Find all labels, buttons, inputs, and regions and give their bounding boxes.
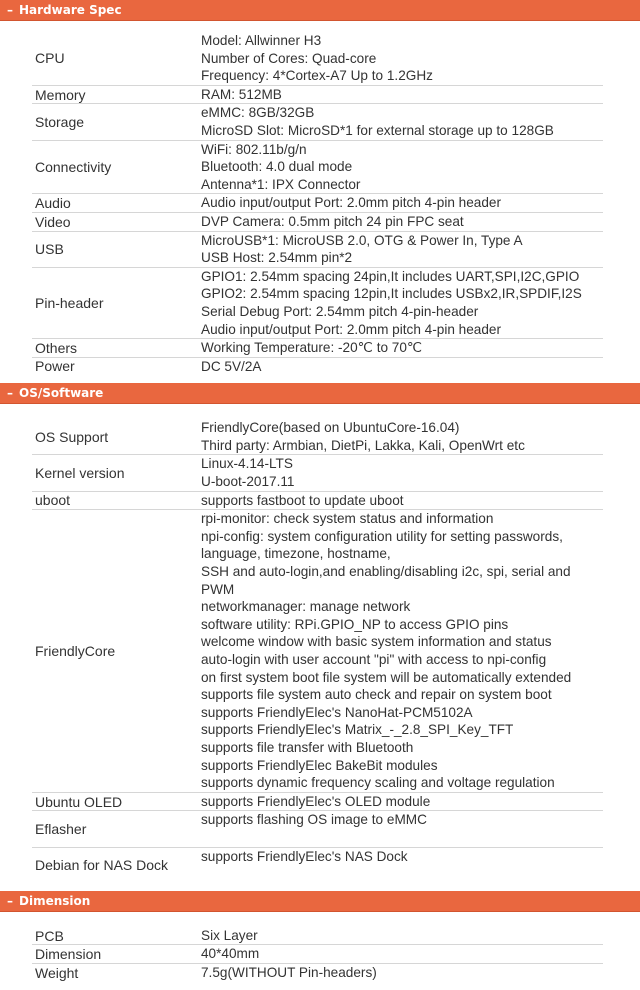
spec-label: Others: [35, 339, 78, 356]
spec-value-line: Six Layer: [201, 927, 258, 943]
spec-value-line: PWM: [201, 581, 235, 597]
spec-label: CPU: [35, 50, 65, 67]
spec-value: [201, 194, 603, 212]
spec-value: [201, 492, 603, 510]
spec-value-line: supports FriendlyElec's Matrix_-_2.8_SPI_Key_TFT: [201, 722, 514, 738]
spec-row-os-support: [32, 419, 603, 455]
spec-value-line: DVP Camera: 0.5mm pitch 24 pin FPC seat: [201, 213, 464, 229]
spec-value: [201, 964, 603, 982]
spec-value-line: WiFi: 802.11b/g/n: [201, 141, 307, 157]
spec-value-line: [201, 829, 603, 847]
spec-row-storage: [32, 104, 603, 140]
spec-value-line: [201, 865, 603, 883]
spec-value-line: supports FriendlyElec's OLED module: [201, 793, 431, 809]
spec-value-line: GPIO2: 2.54mm spacing 12pin,It includes USBx2,IR,SPDIF,I2S: [201, 286, 582, 302]
spec-value-line: auto-login with user account "pi" with access to npi-config: [201, 652, 547, 667]
spec-value-line: USB Host: 2.54mm pin*2: [201, 250, 353, 266]
spec-value-line: Number of Cores: Quad-core: [201, 50, 377, 66]
spec-label: USB: [35, 241, 64, 258]
spec-row-pcb: [32, 927, 603, 946]
spec-value: [201, 232, 603, 267]
spec-value-line: FriendlyCore(based on UbuntuCore-16.04): [201, 420, 460, 436]
spec-value: [201, 213, 603, 231]
spec-value-line: Linux-4.14-LTS: [201, 456, 293, 472]
spec-label: Weight: [35, 964, 79, 981]
spec-value-line: Audio input/output Port: 2.0mm pitch 4-pin header: [201, 321, 501, 337]
spec-label: Power: [35, 358, 75, 375]
spec-value-line: Serial Debug Port: 2.54mm pitch 4-pin-header: [201, 303, 479, 319]
spec-row-pin-header: [32, 268, 603, 339]
spec-value: [201, 811, 603, 846]
spec-row-weight: [32, 964, 603, 982]
spec-label: PCB: [35, 927, 64, 944]
spec-value-line: supports FriendlyElec BakeBit modules: [201, 757, 438, 773]
spec-row-ubuntu-oled: [32, 793, 603, 812]
spec-value: [201, 86, 603, 104]
spec-value-line: supports flashing OS image to eMMC: [201, 812, 427, 828]
spec-value-line: Frequency: 4*Cortex-A7 Up to 1.2GHz: [201, 68, 433, 84]
spec-value: [201, 339, 603, 357]
spec-row-audio: [32, 194, 603, 213]
spec-row-uboot: [32, 492, 603, 511]
spec-label: Memory: [35, 86, 86, 103]
spec-value-line: networkmanager: manage network: [201, 599, 411, 615]
section-title: OS/Software: [19, 386, 104, 401]
spec-label: Connectivity: [35, 158, 112, 175]
spec-value: [201, 419, 603, 454]
spec-table: [0, 404, 640, 890]
spec-value-line: on first system boot file system will be automatically extended: [201, 669, 572, 685]
collapse-icon[interactable]: –: [7, 3, 13, 17]
spec-row-debian-for-nas-dock: [32, 848, 603, 883]
spec-row-connectivity: [32, 141, 603, 195]
spec-row-memory: [32, 86, 603, 105]
spec-value: [201, 141, 603, 194]
spec-value: [201, 268, 603, 338]
spec-row-friendlycore: [32, 510, 603, 793]
spec-label: Dimension: [35, 946, 102, 963]
spec-row-video: [32, 213, 603, 232]
spec-row-dimension: [32, 945, 603, 964]
spec-row-eflasher: [32, 811, 603, 847]
spec-value: [201, 927, 603, 945]
spec-value-line: RAM: 512MB: [201, 86, 282, 102]
spec-table: [0, 21, 640, 383]
spec-value-line: MicroSD Slot: MicroSD*1 for external storage up to 128GB: [201, 122, 554, 138]
spec-value-line: supports file system auto check and repair on system boot: [201, 687, 552, 703]
spec-value-line: Model: Allwinner H3: [201, 33, 322, 48]
section-header-os-software[interactable]: [0, 383, 640, 404]
spec-label: Pin-header: [35, 294, 104, 311]
spec-value-line: Antenna*1: IPX Connector: [201, 176, 361, 192]
spec-row-others: [32, 339, 603, 358]
spec-value-line: 40*40mm: [201, 946, 260, 962]
spec-value-line: 7.5g(WITHOUT Pin-headers): [201, 964, 377, 980]
spec-value: [201, 510, 603, 792]
spec-value: [201, 358, 603, 376]
spec-value: [201, 32, 603, 85]
spec-value-line: supports FriendlyElec's NAS Dock: [201, 848, 408, 864]
spec-label: Audio: [35, 195, 71, 212]
spec-label: Ubuntu OLED: [35, 793, 123, 810]
spec-row-kernel-version: [32, 455, 603, 491]
spec-value-line: Third party: Armbian, DietPi, Lakka, Kali, OpenWrt etc: [201, 437, 525, 453]
spec-value-line: Working Temperature: -20℃ to 70℃: [201, 340, 423, 356]
spec-value-line: Audio input/output Port: 2.0mm pitch 4-pin header: [201, 195, 501, 211]
spec-value-line: rpi-monitor: check system status and information: [201, 511, 494, 527]
collapse-icon[interactable]: –: [7, 386, 13, 401]
spec-value-line: SSH and auto-login,and enabling/disabling i2c, spi, serial and: [201, 564, 571, 580]
spec-value-line: Bluetooth: 4.0 dual mode: [201, 159, 353, 175]
spec-value-line: DC 5V/2A: [201, 358, 262, 374]
spec-value-line: npi-config: system configuration utility for setting passwords,: [201, 528, 563, 544]
spec-label: Eflasher: [35, 820, 87, 837]
spec-value-line: GPIO1: 2.54mm spacing 24pin,It includes UART,SPI,I2C,GPIO: [201, 268, 580, 284]
spec-value: [201, 104, 603, 139]
spec-label: OS Support: [35, 428, 109, 445]
spec-value-line: eMMC: 8GB/32GB: [201, 105, 315, 121]
spec-label: FriendlyCore: [35, 643, 116, 659]
spec-value-line: supports file transfer with Bluetooth: [201, 739, 414, 755]
spec-value: [201, 455, 603, 490]
section-title: Dimension: [19, 893, 91, 908]
spec-row-usb: [32, 232, 603, 268]
spec-value-line: U-boot-2017.11: [201, 474, 295, 490]
spec-value: [201, 945, 603, 963]
spec-value-line: supports FriendlyElec's NanoHat-PCM5102A: [201, 704, 473, 720]
spec-value: [201, 793, 603, 811]
spec-value-line: welcome window with basic system information and status: [201, 634, 552, 650]
spec-label: Kernel version: [35, 465, 125, 482]
spec-value: [201, 848, 603, 883]
spec-label: Debian for NAS Dock: [35, 857, 169, 874]
spec-table: [0, 912, 640, 990]
spec-row-power: [32, 358, 603, 376]
spec-value-line: software utility: RPi.GPIO_NP to access GPIO pins: [201, 616, 509, 632]
section-title: Hardware Spec: [19, 3, 122, 17]
spec-label: uboot: [35, 492, 71, 509]
spec-value-line: supports fastboot to update uboot: [201, 492, 404, 508]
spec-value-line: language, timezone, hostname,: [201, 546, 391, 562]
section-header-hardware-spec[interactable]: [0, 0, 640, 21]
spec-value-line: supports dynamic frequency scaling and voltage regulation: [201, 775, 555, 791]
spec-value-line: MicroUSB*1: MicroUSB 2.0, OTG & Power In, Type A: [201, 232, 523, 248]
section-header-dimension[interactable]: [0, 891, 640, 912]
collapse-icon[interactable]: –: [7, 893, 13, 908]
spec-label: Video: [35, 213, 71, 230]
spec-label: Storage: [35, 113, 85, 130]
spec-row-cpu: [32, 32, 603, 86]
